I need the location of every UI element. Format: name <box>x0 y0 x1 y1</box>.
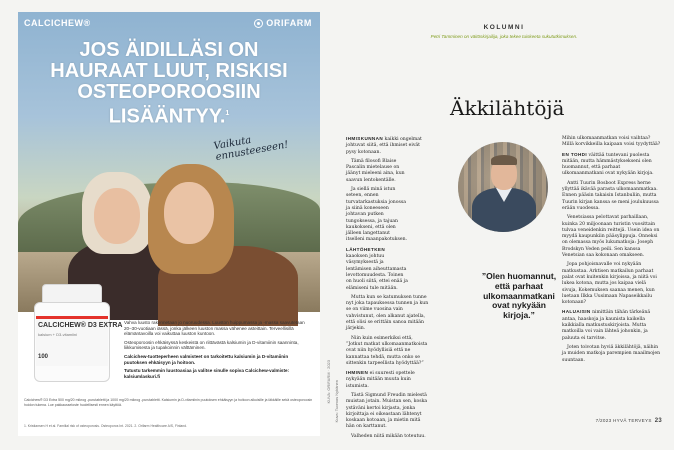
paragraph-text: kaikki ongelmat johtuvat siitä, että ihmiset eivät pysy kotonaan. <box>346 137 422 155</box>
bottle-subtitle: kalsium + D3-vitamiini <box>38 332 78 337</box>
author-portrait <box>458 142 548 232</box>
ad-copy-paragraph: Tutustu tarkemmin luustoasiaa ja valitse sinulle sopiva Calcichew-valmiste: kalsiumlaskuri.fi <box>124 368 290 379</box>
ad-headline <box>36 40 302 128</box>
paragraph-text: nimittäin tähän tärkeänä antaa, haaskoja ja kaunista kaikella kaikkialla matkustuskirjoista. Mutta matkoilla voi vain lähteä johonkin, ja paluuta ei tarvitse. <box>562 310 651 341</box>
paragraph: Joten toivotan hyviä äkkilähtöjä, näihin ja muiden matkoja parempien maailmojen suuntaan. <box>562 344 661 363</box>
article-page <box>346 12 662 440</box>
pull-quote: ”Olen huomannut, että parhaat ulkomaanmatkani ovat nykyään kirjoja.” <box>481 271 557 321</box>
bottle-cap <box>42 284 102 304</box>
ad-copy-paragraph: Calcichew-tuotteperheen valmisteet on tarkoitettu kalsiumin ja D-vitamiinin puutoksen ehkäisyyn ja hoitoon. <box>124 353 289 365</box>
bottle-brand: CALCICHEW® D3 EXTRA <box>38 322 123 329</box>
paragraph: Antti Tuurin Bosboot Express herne yllyttää ikävää parasta ulkomaanmatkaa. Ennen pääsin takaisin Istanbuliin, mutta Tuurin kirjan kanssa se meni joulukuussa erään vuodessa. <box>562 180 659 211</box>
paragraph: Mihin ulkomaanmatkan voisi vaihtaa? Millä korvikkeilla kaipaan voisi tyydyttää? <box>562 136 661 148</box>
paragraph-lead: IHMINEN <box>346 370 369 376</box>
paragraph-lead: LÄHTÖHETKEN <box>346 246 386 252</box>
mother-face <box>94 188 140 244</box>
paragraph-lead: HALUAISIN <box>562 309 591 315</box>
ad-headline-text: JOS ÄIDILLÄSI ON HAURAAT LUUT, RISKISI OSTEOPOROOSIIN LISÄÄNTYY. <box>50 39 288 128</box>
ad-brand-logo: CALCICHEW® <box>24 18 91 28</box>
product-bottle <box>30 284 123 384</box>
ad-legal-text: Calcichew® D3 Extra 500 mg/20 mikrog -purutabletti ja 1000 mg/20 mikrog -purutabletti. Kalsiumin ja D-vitamiinin puutoksen ehkäisyyn ja hoitoon aikuisille ja iäkkäille sekä osteoporoosin hoidon tukena. Lue pakkausseloste huolellisesti ennen käyttöä. <box>24 398 313 407</box>
paragraph: Niin kuin esimerkiksi että, ”Jotkut matkat ulkomaanmatkoista ovat niin hyödyllisiä että ne kannattaa tehdä, mutta onko se sittenkin tarpeellista hyödyttää?” <box>346 335 428 366</box>
ad-headline-footnote-mark: 1 <box>225 110 230 117</box>
bottle-count: 100 <box>38 354 49 360</box>
orifarm-mark-icon <box>254 19 263 28</box>
ad-footnote: 1. Kristiansen H et al. Familial risk of osteoporosis. Osteoporos Int. 2021. 2. Orifarm Healthcare A/S, Finland. <box>24 424 188 428</box>
portrait-hair <box>491 155 517 165</box>
paragraph <box>562 152 662 178</box>
author-byline: Petri Tamminen on väitöskirjailija, joka tekee tuiskeeta sukututkimuksen. <box>430 34 578 39</box>
paragraph <box>346 136 430 156</box>
paragraph-text: ei suuresti opettele nykyään mitään muuta kuin istumista. <box>346 371 415 389</box>
photo-credit: Kuva: Tuomas Nykänen <box>334 380 339 423</box>
section-label: KOLUMNI <box>483 24 525 31</box>
paragraph: Venetsiassa pelottavat parhaillaan, kuinka 20 miljoonaan turistin vuosittain tulvaa veneidenkin reittejä. Usein idea on myydä kaupunkiin pääsylippuja. Onneksi on olemassa myös lukumatkoja: Joseph Brodskyn Veden peili. Sen kanssa Venetsian saa kokonaan omakseen. <box>562 215 660 259</box>
orifarm-logo <box>254 18 312 28</box>
daughter-face <box>164 182 214 244</box>
footer-label: 7/2023 HYVÄ TERVEYS <box>595 418 652 423</box>
paragraph: Tämä filosofi Blaise Pascalin mietelause on jäänyt mieleeni aina, kun saavun lentokentälle. <box>346 158 405 183</box>
paragraph <box>346 370 430 390</box>
ad-credit: KUVA: ORIFARM · 2023 <box>326 360 331 404</box>
paragraph-text: väittää tuntevani puolesta mitään, mutta hämmästyksekseni olen huomannut, että parhaat ulkomaanmatkani ovat nykyään kirjoja. <box>562 152 654 177</box>
ad-copy-paragraph: Vahva luusto rakennetaan jo nuoruudessa. Luuston huippumassa ja -massa saavutetaan 20–30-vuotiaan iässä, jonka jälkeen luuston massa vähenee asteittain. Terveellisillä elämäntavoilla voi vaikuttaa luuston kuntoon. <box>124 320 305 337</box>
paragraph-lead: IHMISKUNNAN <box>346 136 384 141</box>
ad-copy-paragraph: Osteoporoosin ehkäisyssä keskeistä on riittävästä kalsiumin ja D-vitamiinin saanninta, liikkumisesta ja tupakoinnin välttäminen. <box>124 339 299 351</box>
ad-body-copy <box>124 320 310 382</box>
paragraph <box>346 247 408 292</box>
article-column-2 <box>562 136 662 367</box>
paragraph: Mutta kun se katumuksen tunne nyt joka tapauksessa tunnen ja kun se on viime vuosina vain vahvistunut, olen alkanut ajatella, että olisi se erittäin sanoa mitään järjekin. <box>346 294 429 332</box>
article-title: Äkkilähtöjä <box>450 96 565 120</box>
page-footer <box>596 418 662 424</box>
paragraph: Tästä Sigmund Freudin mielestä muistan jotain. Muistan sen, koska ystäväni kertoi kirjasta, jonka kirjoittaja ei oikeastaan lähtenyt koskaan kotoaan, ja mietin mitä hän on karttanut. <box>346 392 428 430</box>
calcichew-advertisement <box>18 12 320 436</box>
paragraph-lead: EN TOHDI <box>562 151 588 157</box>
page-number: 23 <box>654 418 662 424</box>
paragraph: Jopa pohjoisnavalle voi nykyään matkustaa. Arktisen matkailun parhaat palat ovat kuitenkin kirjoissa, ja niitä voi lukea kotona, mutta jos kaipaa vielä sivuja, Kokemuksen saanaa menen, kun luetaan Ilkka Uusimaan Napaseikkailu kotonaan? <box>562 262 657 306</box>
paragraph-text: kaaoksen johtuu väsymyksestä ja lentämisen aiheuttamasta levottomuudesta. Toinen on huoli siitä, ettei enää ja elämiseni tule mitään. <box>346 254 408 291</box>
article-column-1 <box>346 136 430 443</box>
paragraph: Valheden niitä mikään toteutuu. <box>351 433 426 439</box>
paragraph <box>562 309 662 341</box>
paragraph: Ja siellä minä istun seteen, ennen turvatarkastuksia jonossa ja siinä koneeseen johtavan putken tungoksessa, ja tajuan kaukokseni, että olen jälleen langettanut itselleni maanpakotuksen. <box>346 187 408 243</box>
ad-script-slogan: Vaikuta ennusteeseen! <box>212 134 290 164</box>
orifarm-wordmark: ORIFARM <box>266 18 312 28</box>
